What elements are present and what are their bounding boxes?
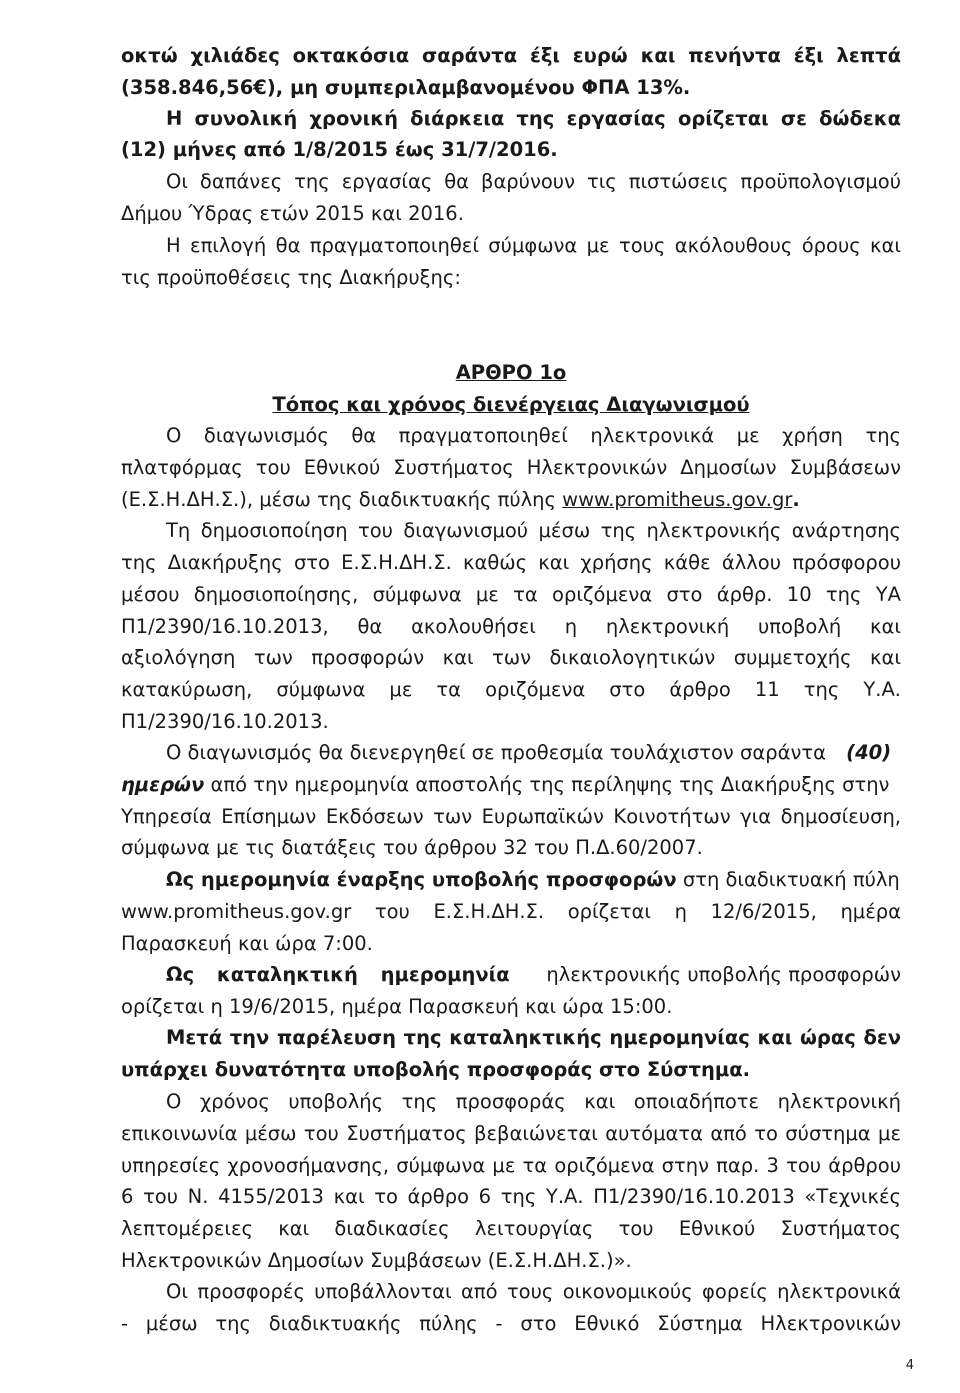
text-run: Ως καταληκτική ημερομηνία (166, 963, 510, 986)
text-line (121, 769, 901, 801)
text-line: σύμφωνα με τις διατάξεις του άρθρου 32 του Π.Δ.60/2007. (121, 836, 703, 859)
text-line: οκτώ χιλιάδες οκτακόσια σαράντα έξι ευρώ και πενήντα έξι λεπτά (121, 44, 901, 67)
text-line: Οι δαπάνες της εργασίας θα βαρύνουν τις πιστώσεις προϋπολογισμού (166, 170, 901, 193)
text-line: της Διακήρυξης στο Ε.Σ.Η.ΔΗ.Σ. καθώς και χρήσης κάθε άλλου πρόσφορου (121, 551, 901, 574)
text-line: μέσου δημοσιοποίησης, σύμφωνα με τα οριζόμενα στο άρθρ. 10 της ΥΑ (121, 583, 901, 606)
text-line: Παρασκευή και ώρα 7:00. (121, 932, 373, 955)
page-number: 4 (905, 1358, 914, 1373)
text-line: Π1/2390/16.10.2013. (121, 710, 329, 733)
text-line (166, 959, 901, 991)
text-line: Π1/2390/16.10.2013, θα ακολουθήσει η ηλεκτρονική υποβολή και (121, 615, 901, 638)
text-run: . (792, 488, 800, 511)
text-line: υπηρεσίες χρονοσήμανσης, σύμφωνα με τα οριζόμενα στην παρ. 3 του άρθρου (121, 1154, 901, 1177)
text-line: Η επιλογή θα πραγματοποιηθεί σύμφωνα με τους ακόλουθους όρους και (166, 234, 901, 257)
article-subtitle: Τόπος και χρόνος διενέργειας Διαγωνισμού (272, 393, 750, 416)
text-run: στη διαδικτυακή πύλη (676, 868, 900, 891)
text-line: Δήμου Ύδρας ετών 2015 και 2016. (121, 202, 464, 225)
text-line: Ο χρόνος υποβολής της προσφοράς και οποιαδήποτε ηλεκτρονική (166, 1090, 901, 1113)
text-line: Μετά την παρέλευση της καταληκτικής ημερομηνίας και ώρας δεν (166, 1026, 901, 1049)
text-run: (40) (846, 741, 892, 764)
text-line: Οι προσφορές υποβάλλονται από τους οικονομικούς φορείς ηλεκτρονικά (166, 1280, 901, 1303)
text-run: Ως ημερομηνία έναρξης υποβολής προσφορών (166, 868, 677, 891)
article-title: ΑΡΘΡΟ 1ο (455, 361, 567, 384)
text-run: από την ημερομηνία αποστολής της περίληψης της Διακήρυξης στην (204, 773, 890, 796)
text-line: Ηλεκτρονικών Δημοσίων Συμβάσεων (Ε.Σ.Η.ΔΗ.Σ.)». (121, 1249, 632, 1272)
text-run: ημερών (121, 773, 205, 796)
text-line: Υπηρεσία Επίσημων Εκδόσεων των Ευρωπαϊκών Κοινοτήτων για δημοσίευση, (121, 805, 901, 828)
text-line: πλατφόρμας του Εθνικού Συστήματος Ηλεκτρονικών Δημοσίων Συμβάσεων (121, 456, 901, 479)
text-line: τις προϋποθέσεις της Διακήρυξης: (121, 266, 461, 289)
text-line: 6 του Ν. 4155/2013 και το άρθρο 6 της Υ.Α. Π1/2390/16.10.2013 «Τεχνικές (121, 1185, 901, 1208)
text-run: Ο διαγωνισμός θα διενεργηθεί σε προθεσμία τουλάχιστον σαράντα (166, 741, 833, 764)
text-line (166, 737, 901, 769)
text-line: www.promitheus.gov.gr του Ε.Σ.Η.ΔΗ.Σ. ορίζεται η 12/6/2015, ημέρα (121, 900, 901, 923)
text-line: υπάρχει δυνατότητα υποβολής προσφοράς στο Σύστημα. (121, 1058, 751, 1081)
text-line: αξιολόγηση των προσφορών και των δικαιολογητικών συμμετοχής και (121, 646, 901, 669)
text-line: κατακύρωση, σύμφωνα με τα οριζόμενα στο άρθρο 11 της Υ.Α. (121, 678, 901, 701)
text-line: Τη δημοσιοποίηση του διαγωνισμού μέσω της ηλεκτρονικής ανάρτησης (166, 519, 901, 542)
text-line: Η συνολική χρονική διάρκεια της εργασίας ορίζεται σε δώδεκα (166, 107, 901, 130)
text-line: (358.846,56€), μη συμπεριλαμβανομένου ΦΠΑ 13%. (121, 76, 691, 99)
text-line: επικοινωνία μέσω του Συστήματος βεβαιώνεται αυτόματα από το σύστημα με (121, 1122, 901, 1145)
text-line: Ο διαγωνισμός θα πραγματοποιηθεί ηλεκτρονικά με χρήση της (166, 424, 901, 447)
promitheus-link[interactable]: www.promitheus.gov.gr (562, 488, 793, 511)
text-line: ορίζεται η 19/6/2015, ημέρα Παρασκευή και ώρα 15:00. (121, 995, 673, 1018)
text-line: (12) μήνες από 1/8/2015 έως 31/7/2016. (121, 138, 558, 161)
text-line: - μέσω της διαδικτυακής πύλης - στο Εθνικό Σύστημα Ηλεκτρονικών (121, 1312, 901, 1335)
text-line (121, 484, 901, 516)
text-run: ηλεκτρονικής υποβολής προσφορών (546, 963, 901, 986)
text-line (166, 864, 901, 896)
text-line: λεπτομέρειες και διαδικασίες λειτουργίας του Εθνικού Συστήματος (121, 1217, 901, 1240)
text-run: (Ε.Σ.Η.ΔΗ.Σ.), μέσω της διαδικτυακής πύλης (121, 488, 563, 511)
